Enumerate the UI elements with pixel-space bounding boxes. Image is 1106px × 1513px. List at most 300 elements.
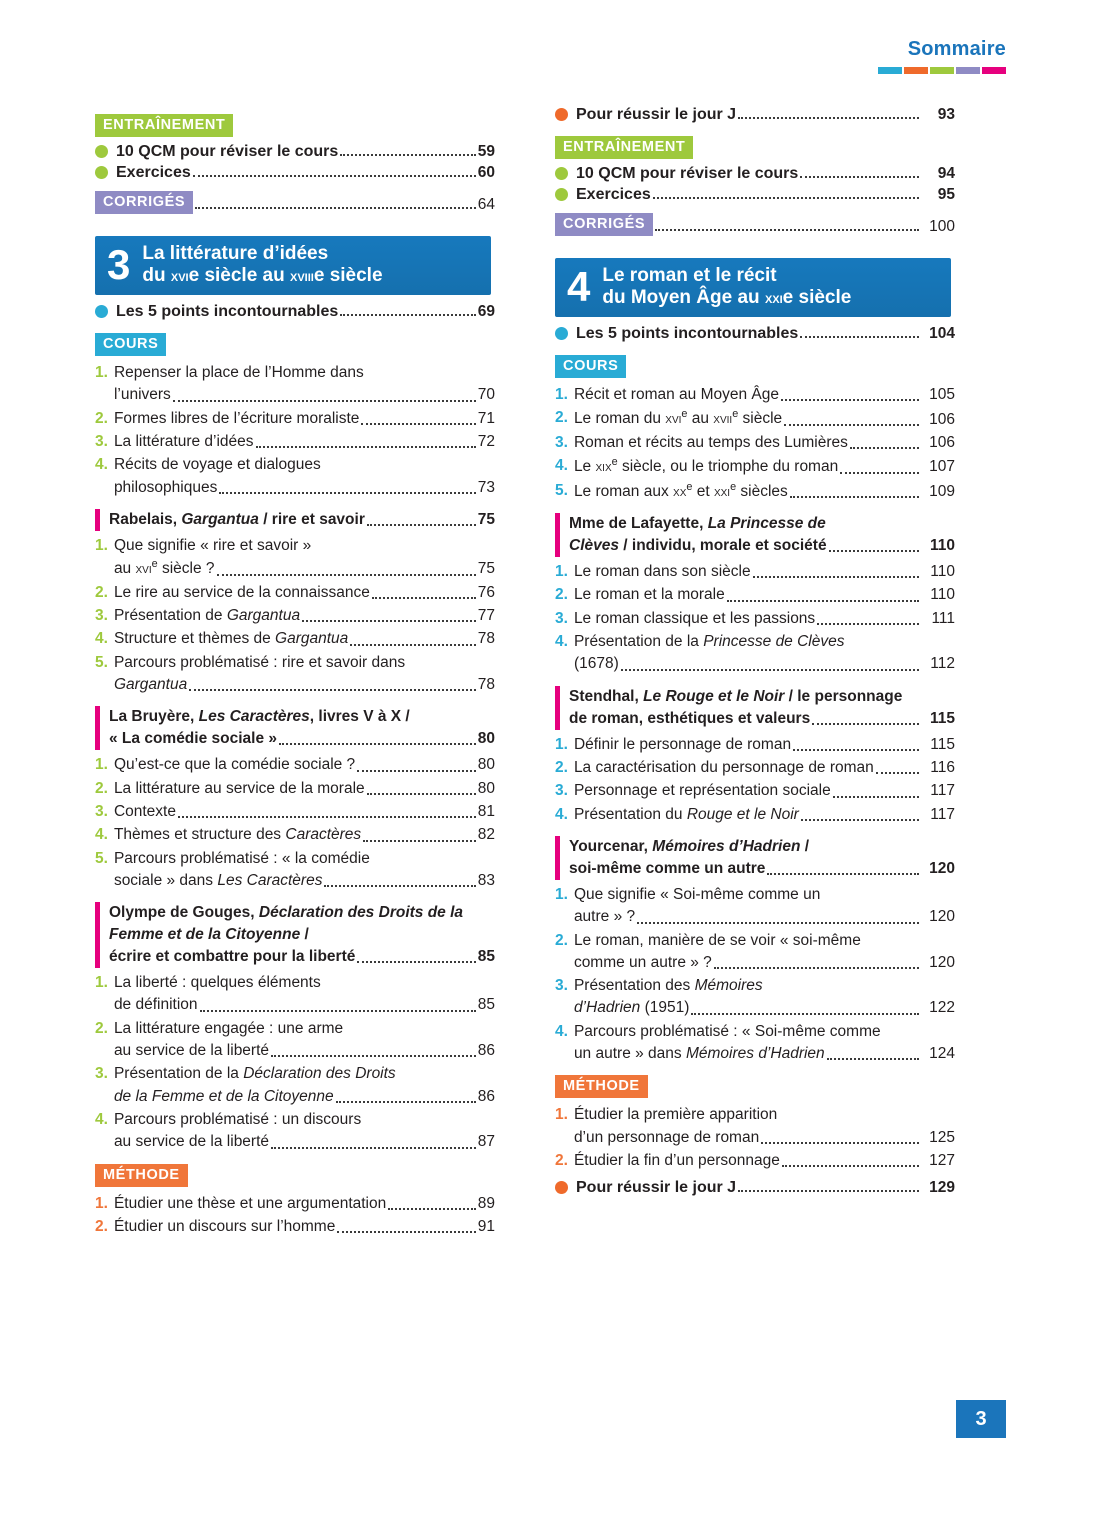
entry-label: Présentation de la Déclaration des Droits <box>113 1065 396 1083</box>
leader-dots <box>336 1101 476 1103</box>
entry-page: 75 <box>477 560 495 578</box>
list-item[interactable] <box>555 608 955 630</box>
item-number: 2. <box>555 758 568 776</box>
entry-label-cont: l’univers <box>113 386 171 404</box>
entry-label: Récits de voyage et dialogues <box>113 456 321 474</box>
leader-dots <box>691 1013 919 1015</box>
list-item[interactable] <box>555 432 955 454</box>
list-item[interactable] <box>95 582 495 604</box>
leader-dots <box>350 644 475 646</box>
list-item[interactable] <box>95 628 495 650</box>
leader-dots <box>271 1055 476 1057</box>
list-item[interactable] <box>555 561 955 583</box>
entry-page: 78 <box>477 675 495 693</box>
entry-page: 106 <box>929 433 955 451</box>
leader-dots <box>782 1165 919 1167</box>
entry-label-cont: sociale » dans Les Caractères <box>113 871 323 889</box>
entry-label: Que signifie « rire et savoir » <box>113 536 312 554</box>
item-number: 1. <box>555 386 568 404</box>
entry-page: 93 <box>937 106 955 123</box>
list-item[interactable] <box>555 384 955 406</box>
entry-page: 75 <box>477 510 495 528</box>
bullet-orange-icon <box>555 1181 568 1194</box>
leader-dots <box>357 770 476 772</box>
page-number-badge: 3 <box>956 1400 1006 1438</box>
label-entrainement: ENTRAÎNEMENT <box>95 114 233 137</box>
entry-label: Contexte <box>113 802 176 820</box>
entry-label: Le roman aux $xx^e$ et xxi$^e$ siècles <box>573 480 788 500</box>
bullet-green-icon <box>95 145 108 158</box>
leader-dots <box>217 574 476 576</box>
entry-page: 91 <box>477 1217 495 1235</box>
bar-3 <box>930 67 954 74</box>
chapter-banner-3[interactable] <box>95 236 491 295</box>
work-title: Mémoires d’Hadrien <box>652 837 801 855</box>
item-number: 5. <box>95 653 108 671</box>
entry-label: Thèmes et structure des Caractères <box>113 826 362 844</box>
work-author: Stendhal, <box>569 687 644 705</box>
leader-dots <box>193 175 476 177</box>
entry-page: 107 <box>929 458 955 476</box>
work-subject: écrire et combattre pour la liberté <box>109 948 356 966</box>
leader-dots <box>219 492 475 494</box>
entry-label: Exercices <box>576 186 651 203</box>
entry-label: Les 5 points incontournables <box>576 325 799 343</box>
list-item[interactable] <box>555 584 955 606</box>
bullet-blue-icon <box>555 327 568 340</box>
work-subject: « La comédie sociale » <box>109 730 278 748</box>
entry-page: 122 <box>929 999 955 1017</box>
pink-bar-icon <box>95 509 100 531</box>
leader-dots <box>833 796 919 798</box>
work-title-cont: Clèves <box>569 537 619 555</box>
entry-page: 125 <box>929 1128 955 1146</box>
list-item[interactable] <box>555 455 955 478</box>
entry-label: Le roman classique et les passions <box>573 609 816 627</box>
label-cours: COURS <box>95 333 166 356</box>
leader-dots <box>367 524 476 526</box>
work-author: La Bruyère, <box>109 708 199 726</box>
label-methode: MÉTHODE <box>555 1075 648 1098</box>
entry-page: 117 <box>930 782 955 800</box>
label-methode: MÉTHODE <box>95 1164 188 1187</box>
leader-dots <box>340 154 475 156</box>
item-number: 3. <box>95 433 108 450</box>
entry-page: 95 <box>937 186 955 203</box>
list-item[interactable] <box>95 778 495 800</box>
entry-page: 110 <box>930 586 955 604</box>
entry-label-cont: un autre » dans Mémoires d’Hadrien <box>573 1045 825 1063</box>
entry-page: 72 <box>477 433 495 450</box>
item-number: 2. <box>555 586 568 604</box>
entry-label-cont: d’un personnage de roman <box>573 1128 760 1146</box>
entry-page: 127 <box>929 1152 955 1170</box>
work-detail: , livres V à X / <box>309 708 410 726</box>
entry-label: La littérature au service de la morale <box>113 779 365 797</box>
entry-label-cont: au xvi$^e$ siècle ? <box>113 558 215 578</box>
leader-dots <box>363 840 476 842</box>
entry-label: 10 QCM pour réviser le cours <box>576 165 799 182</box>
entry-label: Pour réussir le jour J <box>576 106 737 123</box>
list-item[interactable] <box>95 143 495 161</box>
entry-label: Le roman, manière de se voir « soi-même <box>573 931 861 949</box>
list-item[interactable] <box>95 605 495 627</box>
toc-right-column <box>555 105 955 1239</box>
item-number: 3. <box>555 977 568 995</box>
bar-5 <box>982 67 1006 74</box>
leader-dots <box>367 793 476 795</box>
entry-label: Définir le personnage de roman <box>573 735 792 753</box>
entry-label-cont: comme un autre » ? <box>573 953 712 971</box>
list-item[interactable] <box>95 535 495 581</box>
leader-dots <box>388 1208 476 1210</box>
leader-dots <box>714 967 919 969</box>
list-item[interactable] <box>95 754 495 776</box>
work-heading-yourcenar[interactable]: Yourcenar, Mémoires d’Hadrien / soi-même comme un autre 120 <box>555 836 955 880</box>
entry-label-cont: au service de la liberté <box>113 1042 270 1060</box>
leader-dots <box>337 1231 475 1233</box>
list-item[interactable] <box>555 930 955 975</box>
entry-page: 59 <box>477 143 495 160</box>
work-subject: de roman, esthétiques et valeurs <box>569 709 811 727</box>
work-title: Les Caractères <box>198 708 310 726</box>
work-title: La Princesse de <box>707 515 826 533</box>
toc-left-column <box>95 105 495 1239</box>
list-item[interactable] <box>95 848 495 893</box>
list-item[interactable] <box>555 1104 955 1149</box>
chapter-title-line2: du Moyen Âge au xxie siècle <box>602 287 852 309</box>
work-heading-rabelais[interactable] <box>95 509 495 531</box>
leader-dots <box>812 723 919 725</box>
leader-dots <box>784 424 919 426</box>
bullet-blue-icon <box>95 305 108 318</box>
entry-page: 111 <box>931 609 955 627</box>
entry-page: 86 <box>477 1042 495 1060</box>
label-entrainement: ENTRAÎNEMENT <box>555 136 693 159</box>
leader-dots <box>800 176 919 178</box>
entry-page: 70 <box>477 386 495 404</box>
list-item[interactable] <box>555 106 955 124</box>
list-item[interactable] <box>95 801 495 823</box>
leader-dots <box>200 1010 476 1012</box>
item-number: 4. <box>555 633 568 651</box>
entry-label: Le xix$^e$ siècle, ou le triomphe du roman <box>573 456 839 476</box>
entry-page: 85 <box>477 996 495 1014</box>
header-color-bars <box>878 67 1006 74</box>
list-item[interactable] <box>95 824 495 846</box>
entry-label: Structure et thèmes de Gargantua <box>113 630 349 648</box>
leader-dots <box>850 447 919 449</box>
entry-page: 115 <box>930 735 955 753</box>
item-number: 1. <box>555 1106 568 1124</box>
entry-page: 60 <box>477 164 495 181</box>
chapter-banner-4[interactable] <box>555 258 951 317</box>
item-number: 1. <box>95 756 108 774</box>
entry-label-cont: autre » ? <box>573 908 636 926</box>
leader-dots <box>361 423 475 425</box>
list-item[interactable] <box>95 1216 495 1238</box>
work-title-cont: Droits de la Femme et de la Citoyenne <box>109 904 464 944</box>
entry-label: Pour réussir le jour J <box>576 1179 737 1197</box>
chapter-title <box>602 265 851 309</box>
entry-label: Parcours problématisé : « Soi-même comme <box>573 1022 881 1040</box>
bar-1 <box>878 67 902 74</box>
leader-dots <box>173 400 476 402</box>
list-item[interactable] <box>95 1193 495 1215</box>
entry-page: 87 <box>477 1133 495 1151</box>
list-item[interactable] <box>555 757 955 779</box>
entry-page: 112 <box>930 655 955 673</box>
item-number: 2. <box>555 931 568 949</box>
item-number: 5. <box>555 481 568 499</box>
entry-label: Étudier une thèse et une argumentation <box>113 1194 387 1212</box>
leader-dots <box>790 496 919 498</box>
entry-page: 129 <box>929 1179 955 1197</box>
list-item[interactable] <box>555 325 955 343</box>
entry-label: Le rire au service de la connaissance <box>113 583 370 601</box>
entry-page: 117 <box>930 805 955 823</box>
entry-label: Parcours problématisé : rire et savoir dans <box>113 653 406 671</box>
entry-page: 104 <box>929 325 955 343</box>
entry-page: 71 <box>477 409 495 427</box>
label-corriges: CORRIGÉS <box>555 213 653 236</box>
page-header <box>878 38 1006 74</box>
item-number: 1. <box>95 364 108 382</box>
entry-label: Parcours problématisé : « la comédie <box>113 849 370 867</box>
leader-dots <box>829 550 919 552</box>
list-item[interactable]: 3. Présentation des Mémoires d’Hadrien (1951) 122 <box>555 975 955 1020</box>
item-number: 1. <box>555 563 568 581</box>
work-author: Mme de Lafayette, <box>569 515 708 533</box>
item-number: 1. <box>95 1194 108 1212</box>
list-item[interactable] <box>555 1021 955 1066</box>
entry-label: Présentation de Gargantua <box>113 607 301 625</box>
entry-page: 81 <box>477 802 495 820</box>
entry-label-cont: de définition <box>113 996 198 1014</box>
item-number: 2. <box>95 409 108 427</box>
list-item[interactable] <box>95 362 495 407</box>
entry-page: 110 <box>930 563 955 581</box>
leader-dots <box>827 1058 919 1060</box>
entry-label: La liberté : quelques éléments <box>113 974 321 992</box>
item-number: 2. <box>555 1152 568 1170</box>
item-number: 2. <box>95 779 108 797</box>
chapter-title <box>142 243 382 287</box>
work-author: Yourcenar, <box>569 837 653 855</box>
list-item[interactable] <box>555 165 955 183</box>
item-number: 3. <box>95 802 108 820</box>
list-item[interactable] <box>555 884 955 929</box>
entry-label: Présentation de la Princesse de Clèves <box>573 633 845 651</box>
item-number: 5. <box>95 849 108 867</box>
item-number: 1. <box>95 974 108 992</box>
item-number: 4. <box>555 1022 568 1040</box>
entry-page: 110 <box>929 537 955 555</box>
entry-label: Parcours problématisé : un discours <box>113 1111 362 1129</box>
entry-label: Roman et récits au temps des Lumières <box>573 433 848 451</box>
leader-dots <box>840 472 919 474</box>
entry-page: 77 <box>477 607 495 625</box>
list-item[interactable] <box>555 186 955 204</box>
work-heading-lafayette[interactable] <box>555 513 955 557</box>
leader-dots <box>655 229 919 231</box>
entry-label: Le roman dans son siècle <box>573 563 751 581</box>
entry-label: Repenser la place de l’Homme dans <box>113 364 364 382</box>
bullet-orange-icon <box>555 108 568 121</box>
list-item[interactable] <box>95 431 495 453</box>
item-number: 3. <box>555 433 568 451</box>
list-item[interactable] <box>555 734 955 756</box>
list-item[interactable] <box>95 164 495 182</box>
leader-dots <box>817 623 919 625</box>
list-item[interactable] <box>95 652 495 697</box>
leader-dots <box>302 620 476 622</box>
label-cours: COURS <box>555 355 626 378</box>
entry-page: 76 <box>477 583 495 601</box>
entry-label: Présentation des Mémoires <box>573 977 763 995</box>
leader-dots <box>340 314 476 316</box>
work-heading-olympe-de-gouges[interactable]: Olympe de Gouges, Déclaration des Droits de la Femme et de la Citoyenne / écrire et combattre pour la liberté 85 <box>95 902 495 968</box>
leader-dots <box>653 197 919 199</box>
item-number: 1. <box>555 885 568 903</box>
item-number: 1. <box>95 536 108 554</box>
leader-dots <box>621 669 919 671</box>
entry-label: 10 QCM pour réviser le cours <box>116 143 339 160</box>
toc-columns <box>95 105 1015 1239</box>
entry-label: Exercices <box>116 164 191 181</box>
list-item[interactable] <box>95 1063 495 1108</box>
item-number: 3. <box>95 607 108 625</box>
list-item[interactable] <box>95 1018 495 1063</box>
entry-page: 80 <box>477 730 495 748</box>
leader-dots <box>801 819 919 821</box>
leader-dots <box>800 336 919 338</box>
work-heading-stendhal[interactable]: Stendhal, Le Rouge et le Noir / le personnage de roman, esthétiques et valeurs 115 <box>555 686 955 730</box>
entry-label: Le roman et la morale <box>573 586 725 604</box>
leader-dots <box>178 816 476 818</box>
item-number: 4. <box>555 805 568 823</box>
leader-dots <box>761 1142 919 1144</box>
entry-page: 85 <box>477 948 495 966</box>
item-number: 1. <box>555 735 568 753</box>
list-item[interactable] <box>95 1109 495 1154</box>
list-item[interactable] <box>555 480 955 503</box>
pink-bar-icon <box>555 836 560 880</box>
leader-dots <box>738 117 919 119</box>
list-item[interactable] <box>555 1179 955 1197</box>
entry-page: 89 <box>477 1194 495 1212</box>
list-item[interactable] <box>95 303 495 321</box>
item-number: 2. <box>555 409 568 427</box>
leader-dots <box>876 772 919 774</box>
entry-label: Que signifie « Soi-même comme un <box>573 885 821 903</box>
work-author: Rabelais, <box>109 510 182 528</box>
entry-label: Étudier la fin d’un personnage <box>573 1152 780 1170</box>
pink-bar-icon <box>555 686 560 730</box>
entry-page: 120 <box>929 953 955 971</box>
bar-4 <box>956 67 980 74</box>
entry-label-cont: (1678) <box>573 655 619 673</box>
leader-dots <box>372 597 476 599</box>
leader-dots <box>324 885 475 887</box>
work-subject: soi-même comme un autre <box>569 859 766 877</box>
entry-page: 124 <box>929 1045 955 1063</box>
work-subject: / rire et savoir <box>258 510 365 528</box>
pink-bar-icon <box>95 706 100 750</box>
list-item[interactable] <box>95 191 495 214</box>
entry-page: 86 <box>477 1087 495 1105</box>
list-item[interactable] <box>555 1150 955 1172</box>
entry-label-cont: de la Femme et de la Citoyenne <box>113 1087 334 1105</box>
work-title: Gargantua <box>181 510 259 528</box>
work-title: Déclaration des <box>258 904 375 922</box>
list-item[interactable] <box>555 804 955 826</box>
list-item[interactable] <box>555 407 955 430</box>
list-item[interactable] <box>555 631 955 676</box>
item-number: 4. <box>95 630 108 648</box>
entry-page: 120 <box>929 908 955 926</box>
entry-label: Qu’est-ce que la comédie sociale ? <box>113 756 356 774</box>
page-title: Sommaire <box>907 38 1006 60</box>
pink-bar-icon <box>555 513 560 557</box>
entry-page: 80 <box>477 779 495 797</box>
entry-page: 73 <box>477 478 495 496</box>
leader-dots <box>793 749 919 751</box>
item-number: 4. <box>95 1111 108 1129</box>
entry-page: 115 <box>929 709 955 727</box>
label-corriges: CORRIGÉS <box>95 191 193 214</box>
bullet-green-icon <box>95 166 108 179</box>
entry-label-cont: Gargantua <box>113 675 188 693</box>
work-heading-la-bruyere[interactable] <box>95 706 495 750</box>
leader-dots <box>279 743 476 745</box>
chapter-number: 3 <box>107 241 131 289</box>
item-number: 4. <box>95 826 108 844</box>
item-number: 4. <box>95 456 108 474</box>
bullet-green-icon <box>555 167 568 180</box>
entry-page: 80 <box>477 756 495 774</box>
work-title: Le Rouge et le Noir <box>643 687 785 705</box>
entry-label: Étudier un discours sur l’homme <box>113 1217 336 1235</box>
leader-dots <box>271 1147 476 1149</box>
list-item[interactable] <box>555 213 955 236</box>
entry-page: 64 <box>477 196 495 213</box>
entry-label: Personnage et représentation sociale <box>573 782 831 800</box>
entry-label-cont: au service de la liberté <box>113 1133 270 1151</box>
list-item[interactable] <box>95 408 495 430</box>
item-number: 3. <box>555 609 568 627</box>
item-number: 3. <box>95 1065 108 1083</box>
leader-dots <box>767 873 919 875</box>
work-author: Olympe de Gouges, <box>109 904 259 922</box>
leader-dots <box>256 446 476 448</box>
entry-label-cont: philosophiques <box>113 478 218 496</box>
chapter-title-line1: Le roman et le récit <box>602 265 777 286</box>
entry-page: 78 <box>477 630 495 648</box>
list-item[interactable] <box>555 780 955 802</box>
bar-2 <box>904 67 928 74</box>
leader-dots <box>727 600 919 602</box>
leader-dots <box>189 689 476 691</box>
entry-page: 105 <box>929 386 955 404</box>
item-number: 4. <box>555 457 568 475</box>
entry-page: 100 <box>929 218 955 235</box>
list-item[interactable] <box>95 972 495 1017</box>
list-item[interactable] <box>95 454 495 499</box>
leader-dots <box>357 961 475 963</box>
entry-label: Formes libres de l’écriture moraliste <box>113 409 360 427</box>
pink-bar-icon <box>95 902 100 968</box>
